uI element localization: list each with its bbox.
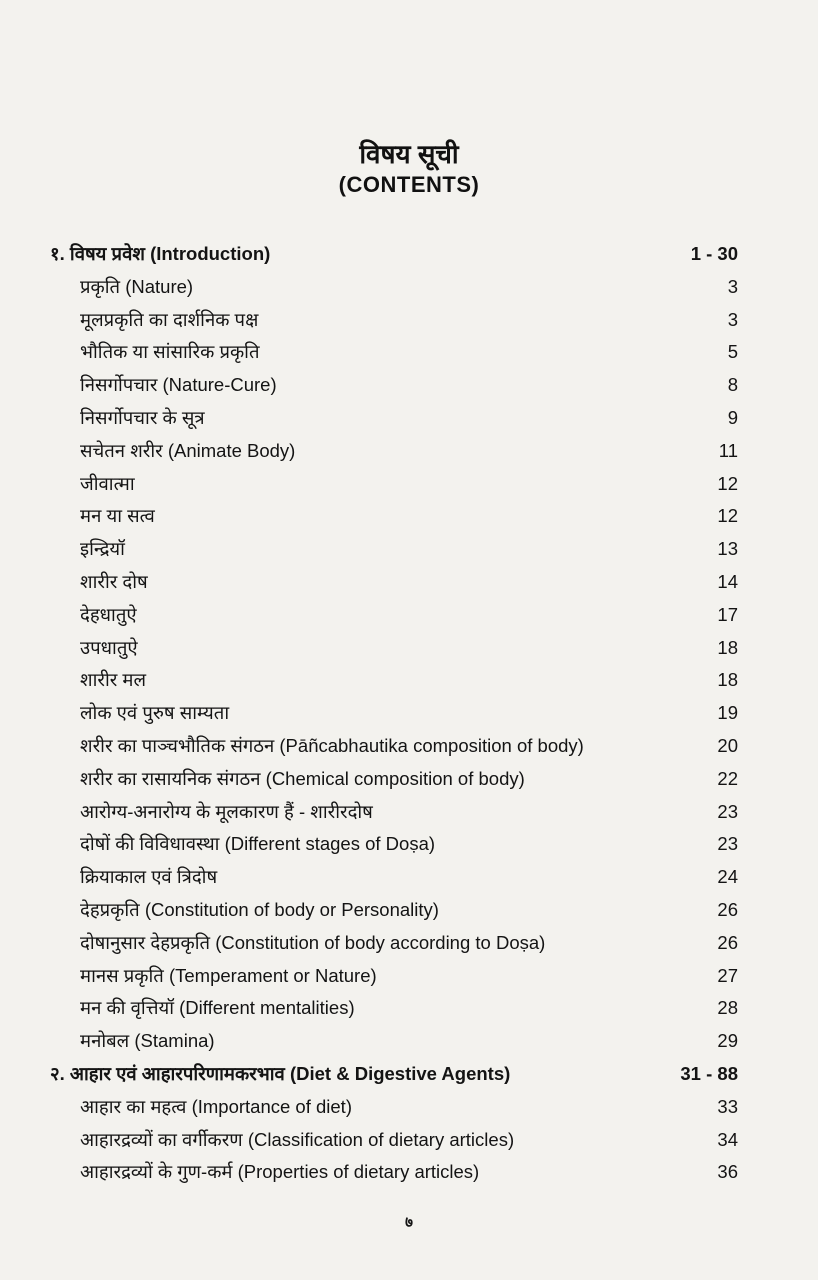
toc-entry-row [0,796,818,828]
toc-page-number: 27 [717,964,738,986]
toc-page-number: 18 [717,636,738,658]
toc-entry-row [0,271,818,303]
toc-page-number: 19 [717,702,738,724]
toc-page-number: 31 - 88 [680,1063,738,1084]
toc-page-number: 20 [717,735,738,756]
toc-entry-title: उपधातुऐ [80,636,138,658]
contents-heading-hindi: विषय सूची [359,139,459,169]
toc-entry-row [0,468,818,500]
toc-entry-title: १. विषय प्रवेश (Introduction) [50,243,271,264]
toc-entry-title: मन या सत्व [80,505,155,527]
toc-entry-row [0,435,818,467]
toc-entry-title: दोषानुसार देहप्रकृति (Constitution of body according to Doṣa) [80,931,546,953]
toc-entry-row [0,697,818,729]
toc-entry-title: प्रकृति (Nature) [80,275,194,297]
toc-entry-title: २. आहार एवं आहारपरिणामकरभाव (Diet & Digestive Agents) [50,1063,511,1084]
toc-entry-row [0,369,818,401]
toc-entry-row [0,763,818,795]
toc-entry-title: सचेतन शरीर (Animate Body) [80,439,296,461]
toc-entry-title: लोक एवं पुरुष साम्यता [80,702,230,724]
toc-page-number: 3 [727,308,738,330]
toc-entry-title: शरीर का रासायनिक संगठन (Chemical composition of body) [80,767,525,789]
toc-entry-row [0,960,818,992]
toc-entry-title: क्रियाकाल एवं त्रिदोष [80,866,218,888]
toc-page-number: 36 [717,1161,738,1183]
toc-entry-title: निसर्गोपचार (Nature-Cure) [80,374,277,396]
toc-entry-row [0,730,818,762]
toc-entry-row [0,599,818,631]
toc-entry-title: मानस प्रकृति (Temperament or Nature) [80,964,377,986]
toc-chapter-row [0,1058,818,1090]
toc-entry-title: आरोग्य-अनारोग्य के मूलकारण हैं - शारीरदोष [80,800,373,822]
toc-page-number: 26 [717,899,738,920]
toc-page-number: 23 [717,833,738,855]
toc-page-number: 3 [727,275,738,297]
toc-entry-row [0,304,818,336]
toc-page-number: 13 [717,538,738,560]
toc-entry-title: आहार का महत्व (Importance of diet) [80,1095,352,1117]
toc-page-number: 9 [727,407,738,428]
toc-entry-row [0,828,818,860]
toc-entry-title: आहारद्रव्यों का वर्गीकरण (Classification of dietary articles) [80,1128,515,1150]
toc-entry-title: शारीर दोष [80,571,148,592]
toc-entry-title: मूलप्रकृति का दार्शनिक पक्ष [80,308,259,330]
toc-entry-row [0,894,818,926]
toc-entry-title: इन्द्रियॉ [80,538,125,560]
toc-entry-title: शारीर मल [80,669,147,691]
toc-entry-row [0,1124,818,1156]
toc-entry-row [0,336,818,368]
toc-entry-title: देहप्रकृति (Constitution of body or Personality) [80,899,439,920]
toc-page-number: 14 [717,571,738,592]
toc-entry-title: मन की वृत्तियॉ (Different mentalities) [80,997,355,1019]
toc-entry-title: भौतिक या सांसारिक प्रकृति [80,341,260,363]
toc-entry-title: देहधातुऐ [80,603,137,625]
toc-page-number: 12 [717,505,738,527]
toc-entry-row [0,632,818,664]
toc-page-number: 8 [727,374,738,396]
toc-page-number: 26 [717,931,738,953]
toc-page-number: 18 [717,669,738,691]
toc-page-number: 33 [717,1095,738,1117]
toc-entry-row [0,927,818,959]
toc-page-number: 5 [727,341,738,363]
toc-chapter-row [0,238,818,270]
toc-entry-row [0,861,818,893]
toc-page-number: 34 [717,1128,738,1150]
toc-entry-row [0,1025,818,1057]
toc-entry-row [0,566,818,598]
page-number: ७ [405,1214,413,1231]
toc-page-number: 11 [718,439,738,461]
toc-entry-row [0,533,818,565]
toc-page-number: 28 [717,997,738,1019]
toc-entry-title: जीवात्मा [80,472,135,494]
toc-entry-row [0,992,818,1024]
toc-page-number: 24 [717,866,738,888]
toc-entry-row [0,1091,818,1123]
toc-page-number: 29 [717,1030,738,1052]
toc-entry-row [0,500,818,532]
toc-entry-row [0,402,818,434]
contents-heading-english: (CONTENTS) [338,172,480,197]
toc-entry-title: शरीर का पाञ्चभौतिक संगठन (Pāñcabhautika composition of body) [80,735,584,756]
toc-entry-row [0,664,818,696]
toc-entry-row [0,1156,818,1188]
toc-page-number: 22 [717,767,738,789]
toc-page-number: 1 - 30 [690,243,738,264]
toc-entry-title: आहारद्रव्यों के गुण-कर्म (Properties of dietary articles) [80,1161,480,1183]
toc-page-number: 23 [717,800,738,822]
toc-entry-title: निसर्गोपचार के सूत्र [80,407,205,428]
toc-entry-title: मनोबल (Stamina) [80,1030,215,1052]
toc-entry-title: दोषों की विविधावस्था (Different stages of Doṣa) [80,833,436,855]
toc-page-number: 17 [717,603,738,625]
toc-page-number: 12 [717,472,738,494]
